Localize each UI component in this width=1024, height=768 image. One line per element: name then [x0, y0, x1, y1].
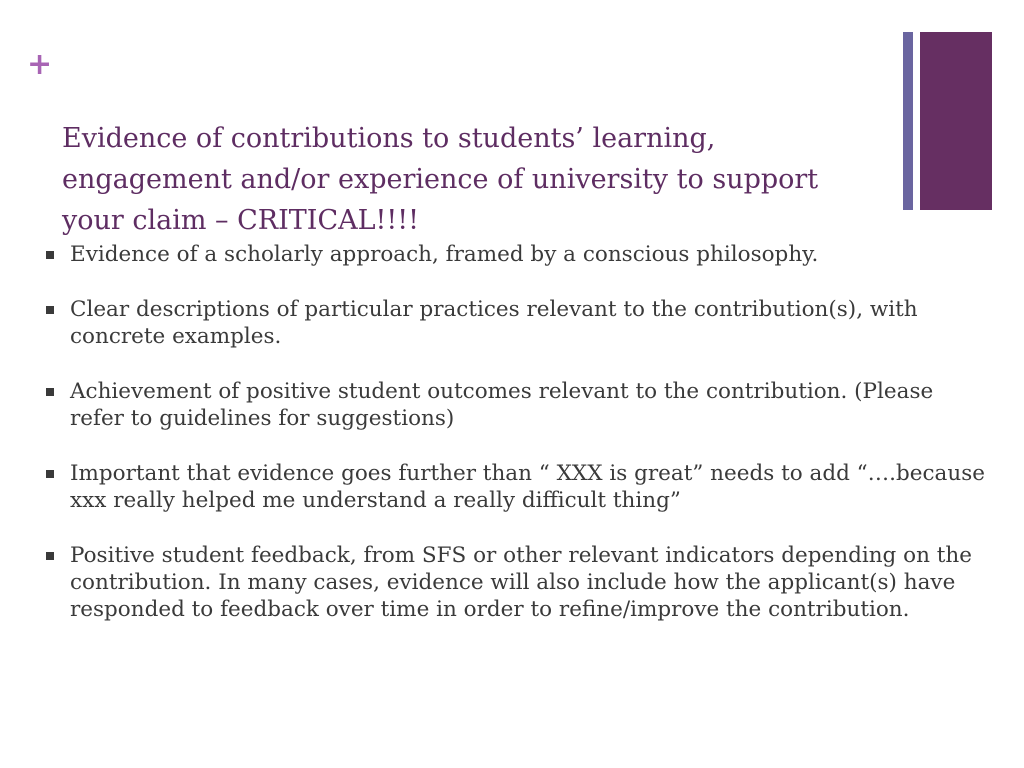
bullet-text: Important that evidence goes further than “ XXX is great” needs to add “….because xxx really helped me understand a really difficult thing” — [70, 461, 985, 513]
bullet-item — [46, 378, 986, 432]
bullet-text: Evidence of a scholarly approach, framed by a conscious philosophy. — [70, 242, 819, 267]
square-bullet-icon — [46, 552, 54, 560]
bullet-list — [46, 241, 986, 651]
bullet-item — [46, 460, 986, 514]
square-bullet-icon — [46, 251, 54, 259]
bullet-item — [46, 542, 986, 623]
slide-title: Evidence of contributions to students’ learning, engagement and/or experience of university to support your claim – CRITICAL!!!! — [62, 123, 819, 236]
bullet-item — [46, 241, 986, 268]
square-bullet-icon — [46, 388, 54, 396]
bullet-text: Positive student feedback, from SFS or other relevant indicators depending on the contribution. In many cases, evidence will also include how the applicant(s) have responded to feedback over time in order to refine/improve the contribution. — [70, 543, 972, 622]
bullet-text: Achievement of positive student outcomes relevant to the contribution. (Please refer to guidelines for suggestions) — [70, 379, 934, 431]
bullet-text: Clear descriptions of particular practices relevant to the contribution(s), with concrete examples. — [70, 297, 918, 349]
accent-bar-thick — [920, 32, 992, 210]
square-bullet-icon — [46, 306, 54, 314]
plus-icon: + — [27, 47, 53, 82]
accent-bar-thin — [903, 32, 913, 210]
bullet-item — [46, 296, 986, 350]
square-bullet-icon — [46, 470, 54, 478]
